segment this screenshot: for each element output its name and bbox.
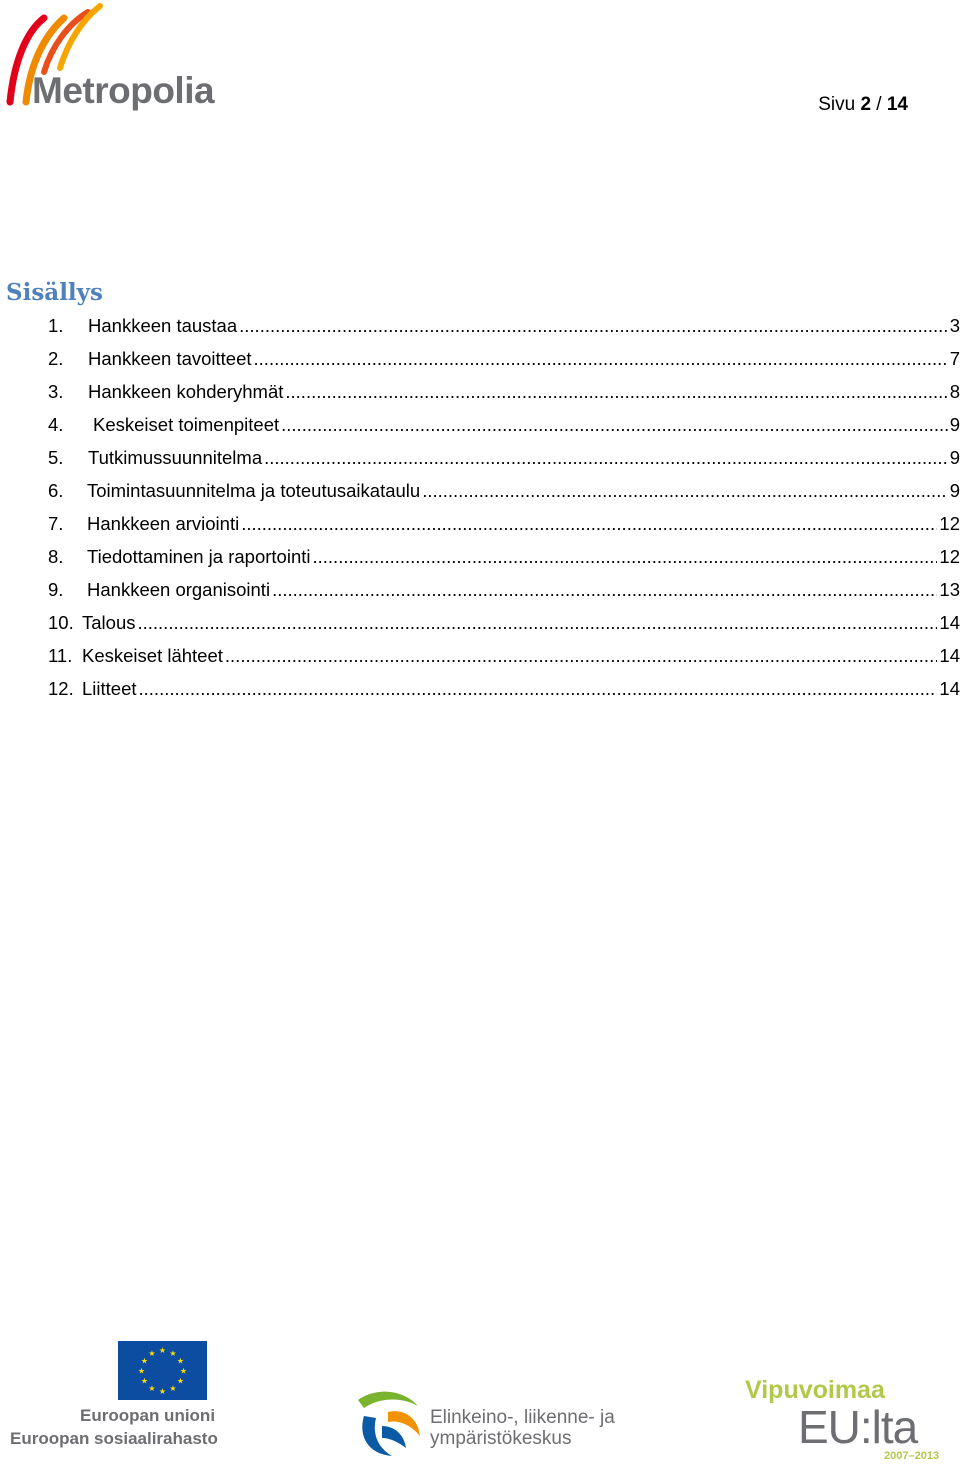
toc-page: 13: [939, 579, 960, 600]
toc-page: 9: [949, 447, 960, 468]
toc-number: 8.: [48, 546, 64, 567]
toc-leader-dots: [422, 478, 948, 504]
toc-entry-2[interactable]: [48, 346, 960, 379]
toc-label: Toimintasuunnitelma ja toteutusaikataulu: [87, 480, 421, 501]
toc-leader-dots: [272, 577, 937, 603]
toc-leader-dots: [285, 379, 947, 405]
page-total: 14: [886, 94, 908, 115]
toc-page: 14: [939, 678, 960, 699]
toc-label: Hankkeen taustaa: [88, 315, 238, 336]
toc-label: Hankkeen arviointi: [87, 513, 240, 534]
toc-page: 14: [939, 612, 960, 633]
vipuvoimaa-title: Vipuvoimaa: [745, 1376, 885, 1404]
svg-text:★: ★: [148, 1384, 156, 1393]
ely-centre-logo-icon: [354, 1386, 424, 1458]
toc-label: Keskeiset toimenpiteet: [93, 414, 280, 435]
page-current: 2: [860, 94, 872, 115]
svg-text:★: ★: [179, 1366, 188, 1376]
vipuvoimaa-years: 2007–2013: [884, 1450, 940, 1462]
ely-line-2: ympäristökeskus: [430, 1428, 572, 1449]
toc-leader-dots: [225, 643, 938, 669]
toc-number: 4.: [48, 414, 64, 435]
toc-entry-7[interactable]: [48, 511, 960, 544]
toc-page: 9: [949, 480, 960, 501]
toc-number: 11.: [48, 645, 73, 666]
toc-label: Keskeiset lähteet: [82, 645, 223, 666]
svg-text:★: ★: [176, 1376, 185, 1386]
toc-entry-1[interactable]: [48, 313, 960, 346]
ely-line-1: Elinkeino-, liikenne- ja: [430, 1407, 615, 1428]
table-of-contents: [48, 313, 960, 709]
toc-leader-dots: [241, 511, 937, 537]
logo-text: Metropolia: [32, 70, 215, 111]
toc-leader-dots: [264, 445, 948, 471]
eu-union-label: Euroopan unioni: [80, 1406, 216, 1425]
toc-label: Liitteet: [82, 678, 137, 699]
svg-text:★: ★: [158, 1346, 167, 1355]
toc-number: 9.: [48, 579, 64, 600]
toc-number: 1.: [48, 315, 64, 336]
toc-page: 12: [939, 546, 960, 567]
svg-text:★: ★: [176, 1356, 185, 1366]
toc-number: 2.: [48, 348, 64, 369]
toc-entry-4[interactable]: [48, 412, 960, 445]
toc-page: 12: [939, 513, 960, 534]
toc-entry-10[interactable]: [48, 610, 960, 643]
svg-text:★: ★: [140, 1356, 149, 1366]
page-prefix: Sivu: [818, 94, 861, 115]
page-sep: /: [871, 94, 887, 115]
toc-page: 14: [939, 645, 960, 666]
toc-page: 3: [949, 315, 960, 336]
svg-text:★: ★: [158, 1387, 167, 1396]
toc-page: 8: [949, 381, 960, 402]
eu-social-fund-label: Euroopan sosiaalirahasto: [10, 1429, 218, 1448]
svg-text:★: ★: [140, 1376, 149, 1386]
toc-title: Sisällys: [6, 279, 103, 306]
svg-text:★: ★: [169, 1349, 177, 1358]
toc-leader-dots: [137, 610, 937, 636]
svg-text:★: ★: [137, 1366, 146, 1376]
toc-label: Hankkeen organisointi: [87, 579, 271, 600]
toc-entry-6[interactable]: [48, 478, 960, 511]
toc-number: 6.: [48, 480, 64, 501]
toc-number: 10.: [48, 612, 74, 633]
toc-number: 5.: [48, 447, 64, 468]
toc-entry-11[interactable]: [48, 643, 960, 676]
toc-entry-9[interactable]: [48, 577, 960, 610]
toc-label: Hankkeen tavoitteet: [88, 348, 252, 369]
toc-label: Tutkimussuunnitelma: [88, 447, 263, 468]
toc-page: 9: [949, 414, 960, 435]
ely-centre-label: [430, 1407, 615, 1449]
toc-leader-dots: [254, 346, 948, 372]
toc-number: 12.: [48, 678, 74, 699]
toc-leader-dots: [281, 412, 948, 438]
svg-text:★: ★: [169, 1384, 177, 1393]
toc-label: Tiedottaminen ja raportointi: [87, 546, 311, 567]
toc-label: Hankkeen kohderyhmät: [88, 381, 284, 402]
toc-entry-12[interactable]: [48, 676, 960, 709]
toc-number: 3.: [48, 381, 64, 402]
toc-entry-5[interactable]: [48, 445, 960, 478]
toc-number: 7.: [48, 513, 64, 534]
toc-leader-dots: [239, 313, 948, 339]
toc-label: Talous: [82, 612, 136, 633]
page-number: [818, 94, 908, 116]
svg-text:★: ★: [148, 1349, 156, 1358]
toc-leader-dots: [139, 676, 938, 702]
toc-entry-3[interactable]: [48, 379, 960, 412]
toc-leader-dots: [313, 544, 938, 570]
vipuvoimaa-eu-text: EU:lta: [798, 1401, 918, 1453]
toc-entry-8[interactable]: [48, 544, 960, 577]
eu-flag-icon: [118, 1341, 207, 1400]
toc-page: 7: [949, 348, 960, 369]
